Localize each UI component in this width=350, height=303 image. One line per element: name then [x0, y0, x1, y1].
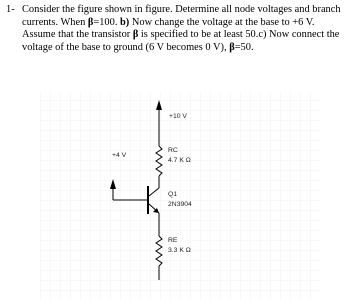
rc-name-label: RC: [168, 147, 178, 154]
problem-text-part-1: Consider the figure shown in figure. Determine all node voltages and branch currents. When: [22, 4, 341, 28]
rc-value-label: 4.7 K Ω: [168, 157, 191, 164]
vb-label: +4 V: [112, 152, 127, 159]
re-value-label: 3.3 K Ω: [168, 247, 191, 254]
problem-text-part-4: is specified to be at least 50.c) Now connect the voltage of the base to ground (6 V becomes 0 V),: [22, 29, 340, 53]
part-b-label: b): [120, 16, 130, 28]
re-name-label: RE: [168, 237, 178, 244]
beta-symbol-1: β: [87, 16, 94, 28]
beta-symbol-3: β: [229, 41, 235, 53]
problem-text-part-5: =50.: [234, 41, 254, 53]
grid-background: [40, 92, 320, 300]
problem-text-part-2: =100.: [93, 16, 121, 28]
q-name-label: Q1: [168, 191, 178, 198]
beta-symbol-2: β: [132, 29, 139, 41]
vcc-label: +10 V: [169, 113, 187, 120]
q-part-label: 2N3904: [168, 201, 192, 208]
problem-text-part-3: Now change the voltage at the base to +6 V. Assume that the transistor: [22, 16, 315, 41]
problem-number: 1-: [6, 4, 15, 15]
